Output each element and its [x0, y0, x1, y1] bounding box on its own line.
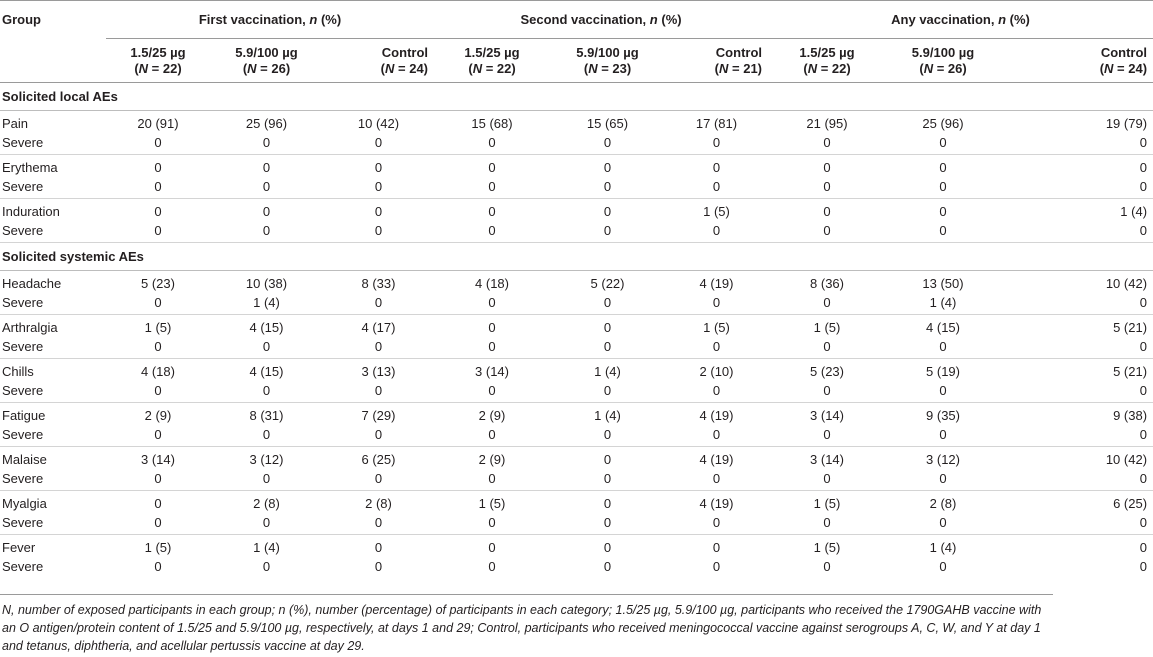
table-cell: 3 (14) [810, 408, 844, 423]
table-cell: 7 (29) [361, 408, 396, 423]
section-title: Solicited systemic AEs [0, 243, 1153, 271]
subcol-name: 5.9/100 µg [911, 44, 975, 60]
table-cell: 0 [154, 204, 162, 219]
table-cell: 0 [106, 515, 210, 535]
table-cell: 0 [823, 204, 831, 219]
table-cell: 0 [665, 515, 768, 535]
table-cell: 0 [323, 223, 434, 243]
subcol-n: (N = 22) [468, 60, 516, 76]
header-row-groups [0, 1, 1153, 39]
table-row-severe [0, 559, 1153, 578]
row-label: Fever [2, 540, 36, 555]
table-row [0, 447, 1153, 472]
row-label: Erythema [2, 160, 58, 175]
table-cell: 0 [106, 223, 210, 243]
table-cell: 0 [886, 179, 1000, 199]
table-row-severe [0, 295, 1153, 315]
table-cell: 0 [550, 295, 665, 315]
subcol-n: (N = 22) [803, 60, 851, 76]
subcol-header [1000, 39, 1153, 83]
table-cell: 25 (96) [245, 116, 288, 131]
table-row-severe [0, 135, 1153, 155]
table-cell: 4 (19) [699, 408, 734, 423]
table-cell: 0 [886, 339, 1000, 359]
row-label: Pain [2, 116, 29, 131]
table-cell: 0 [886, 383, 1000, 403]
table-bottom-rule [0, 594, 1053, 595]
table-cell: 0 [323, 135, 434, 155]
table-cell: 0 [603, 160, 612, 175]
table-cell: 0 [374, 204, 383, 219]
table-cell: 0 [603, 559, 612, 574]
table-cell: 0 [323, 383, 434, 403]
table-cell: 0 [106, 471, 210, 491]
subcol-name: Control [1100, 44, 1148, 60]
table-cell: 0 [106, 383, 210, 403]
span-header-any: Any vaccination, n (%) [768, 1, 1153, 39]
table-cell: 0 [434, 179, 550, 199]
subcol-header [106, 39, 210, 83]
table-cell: 0 [1139, 160, 1148, 175]
table-cell: 0 [323, 471, 434, 491]
table-cell: 1 (5) [478, 496, 506, 511]
table-cell: 3 (14) [141, 452, 175, 467]
table-cell: 0 [1139, 540, 1148, 555]
table-cell: 0 [106, 295, 210, 315]
subcol-header [886, 39, 1000, 83]
table-cell: 0 [210, 515, 323, 535]
table-cell: 0 [550, 179, 665, 199]
table-cell: 0 [323, 179, 434, 199]
table-cell: 0 [106, 427, 210, 447]
table-cell: 0 [712, 559, 721, 574]
table-cell: 0 [262, 204, 271, 219]
table-row-severe [0, 383, 1153, 403]
table-cell: 4 (15) [249, 364, 284, 379]
table-cell: 10 (38) [245, 276, 288, 291]
table-cell: 0 [434, 339, 550, 359]
table-cell: 1 (5) [144, 540, 172, 555]
table-cell: 2 (8) [929, 496, 957, 511]
table-cell: 10 (42) [357, 116, 400, 131]
table-cell: 0 [768, 383, 886, 403]
row-label-severe: Severe [0, 179, 106, 199]
subcol-n: (N = 24) [380, 60, 429, 76]
table-cell: 5 (19) [926, 364, 960, 379]
table-cell: 1 (5) [813, 496, 841, 511]
table-cell: 0 [550, 135, 665, 155]
table-cell: 0 [665, 295, 768, 315]
table-cell: 0 [550, 471, 665, 491]
subcol-n: (N = 22) [134, 60, 182, 76]
table-cell: 0 [768, 471, 886, 491]
table-cell: 0 [488, 540, 496, 555]
subcol-header [434, 39, 550, 83]
table-cell: 5 (23) [810, 364, 844, 379]
table-row [0, 491, 1153, 516]
row-label-severe: Severe [0, 383, 106, 403]
table-cell: 0 [1000, 223, 1153, 243]
table-cell: 8 (31) [249, 408, 284, 423]
table-cell: 4 (19) [699, 276, 734, 291]
table-cell: 0 [210, 223, 323, 243]
section-header-row [0, 243, 1153, 271]
table-cell: 0 [1000, 471, 1153, 491]
table-cell: 0 [712, 160, 721, 175]
table-cell: 4 (19) [699, 496, 734, 511]
table-cell: 0 [210, 471, 323, 491]
table-row [0, 111, 1153, 136]
table-cell: 0 [886, 223, 1000, 243]
table-cell: 13 (50) [922, 276, 964, 291]
table-cell: 0 [434, 295, 550, 315]
table-cell: 0 [886, 427, 1000, 447]
table-cell: 1 (4) [1120, 204, 1148, 219]
group-header-blank [0, 39, 106, 83]
table-cell: 6 (25) [1113, 496, 1148, 511]
table-cell: 0 [550, 339, 665, 359]
table-cell: 25 (96) [922, 116, 964, 131]
table-cell: 0 [603, 452, 612, 467]
table-cell: 0 [768, 339, 886, 359]
span-header-first: First vaccination, n (%) [106, 1, 434, 39]
table-row-severe [0, 515, 1153, 535]
table-cell: 1 (4) [594, 408, 621, 423]
table-cell: 4 (18) [141, 364, 175, 379]
table-cell: 0 [488, 204, 496, 219]
table-cell: 0 [886, 135, 1000, 155]
subcol-name: Control [381, 44, 429, 60]
table-cell: 0 [768, 179, 886, 199]
table-cell: 0 [374, 559, 383, 574]
row-label-severe: Severe [0, 223, 106, 243]
table-cell: 19 (79) [1105, 116, 1148, 131]
row-label: Malaise [2, 452, 47, 467]
table-cell: 1 (4) [886, 295, 1000, 315]
table-cell: 0 [154, 496, 162, 511]
table-cell: 2 (9) [144, 408, 172, 423]
row-label: Myalgia [2, 496, 47, 511]
table-cell: 0 [1000, 179, 1153, 199]
table-cell: 0 [106, 179, 210, 199]
table-cell: 0 [939, 204, 947, 219]
subcol-name: 1.5/25 µg [464, 44, 520, 60]
table-cell: 0 [768, 515, 886, 535]
table-cell: 8 (33) [361, 276, 396, 291]
table-cell: 0 [939, 559, 947, 574]
subcol-header [665, 39, 768, 83]
table-cell: 9 (38) [1113, 408, 1148, 423]
table-cell: 5 (23) [141, 276, 175, 291]
table-cell: 0 [262, 160, 271, 175]
table-cell: 0 [1000, 135, 1153, 155]
table-cell: 0 [768, 135, 886, 155]
table-cell: 0 [106, 339, 210, 359]
subcol-n: (N = 23) [583, 60, 632, 76]
table-row [0, 199, 1153, 224]
table-cell: 1 (4) [594, 364, 621, 379]
table-cell: 20 (91) [137, 116, 179, 131]
table-cell: 17 (81) [695, 116, 738, 131]
table-cell: 1 (5) [144, 320, 172, 335]
table-cell: 0 [210, 179, 323, 199]
table-cell: 2 (8) [365, 496, 392, 511]
table-cell: 0 [550, 223, 665, 243]
table-cell: 2 (9) [478, 408, 506, 423]
table-cell: 0 [768, 223, 886, 243]
subcol-n: (N = 21) [714, 60, 763, 76]
subcol-name: 1.5/25 µg [799, 44, 855, 60]
table-body [0, 83, 1153, 579]
subcol-header [210, 39, 323, 83]
group-header: Group [0, 1, 106, 39]
table-cell: 0 [1000, 427, 1153, 447]
table-cell: 0 [550, 427, 665, 447]
subcol-name: 5.9/100 µg [235, 44, 298, 60]
row-label: Chills [2, 364, 34, 379]
row-label-severe: Severe [0, 135, 106, 155]
table-cell: 0 [323, 339, 434, 359]
table-cell: 0 [434, 135, 550, 155]
table-cell: 0 [665, 223, 768, 243]
table-cell: 2 (8) [253, 496, 280, 511]
table-cell: 15 (68) [471, 116, 513, 131]
table-cell: 0 [210, 427, 323, 447]
subcol-header [323, 39, 434, 83]
table-row [0, 315, 1153, 340]
table-cell: 6 (25) [361, 452, 396, 467]
section-header-row [0, 83, 1153, 111]
table-cell: 0 [434, 515, 550, 535]
table-cell: 0 [1000, 383, 1153, 403]
table-cell: 1 (5) [703, 320, 730, 335]
table-cell: 0 [323, 427, 434, 447]
table-cell: 0 [374, 160, 383, 175]
table-cell: 21 (95) [806, 116, 848, 131]
table-cell: 3 (14) [810, 452, 844, 467]
table-row [0, 271, 1153, 296]
table-cell: 0 [665, 427, 768, 447]
table-row [0, 359, 1153, 384]
table-cell: 0 [665, 135, 768, 155]
table-cell: 0 [886, 515, 1000, 535]
row-label: Headache [2, 276, 62, 291]
table-cell: 0 [603, 204, 612, 219]
table-cell: 1 (5) [813, 540, 841, 555]
table-cell: 5 (21) [1113, 320, 1148, 335]
table-cell: 0 [434, 471, 550, 491]
table-cell: 0 [550, 383, 665, 403]
table-cell: 0 [768, 295, 886, 315]
table-cell: 0 [603, 320, 612, 335]
table-cell: 0 [712, 540, 721, 555]
table-cell: 0 [665, 339, 768, 359]
table-cell: 0 [550, 515, 665, 535]
table-cell: 2 (9) [478, 452, 506, 467]
table-cell: 0 [823, 559, 831, 574]
table-cell: 3 (14) [475, 364, 509, 379]
table-cell: 10 (42) [1105, 276, 1148, 291]
subcol-n: (N = 24) [1099, 60, 1148, 76]
table-cell: 0 [1000, 515, 1153, 535]
table-row [0, 403, 1153, 428]
table-cell: 4 (15) [249, 320, 284, 335]
table-cell: 2 (10) [699, 364, 734, 379]
table-cell: 1 (4) [210, 295, 323, 315]
table-cell: 0 [210, 383, 323, 403]
table-cell: 0 [434, 427, 550, 447]
row-label-severe: Severe [0, 515, 106, 535]
table-cell: 8 (36) [810, 276, 844, 291]
table-row [0, 155, 1153, 180]
section-title: Solicited local AEs [0, 83, 1153, 111]
row-label-severe: Severe [0, 295, 106, 315]
table-cell: 0 [154, 160, 162, 175]
table-cell: 0 [210, 135, 323, 155]
table-cell: 0 [603, 496, 612, 511]
table-cell: 5 (22) [590, 276, 625, 291]
table-cell: 0 [823, 160, 831, 175]
row-label: Fatigue [2, 408, 46, 423]
table-cell: 4 (18) [475, 276, 509, 291]
table-cell: 5 (21) [1113, 364, 1148, 379]
table-row-severe [0, 179, 1153, 199]
table-cell: 1 (4) [253, 540, 280, 555]
table-cell: 0 [154, 559, 162, 574]
table-cell: 0 [323, 295, 434, 315]
row-label-severe: Severe [0, 471, 106, 491]
table-cell: 0 [488, 320, 496, 335]
table-cell: 0 [1139, 559, 1148, 574]
table-row-severe [0, 223, 1153, 243]
table-cell: 0 [665, 471, 768, 491]
row-label: Arthralgia [2, 320, 58, 335]
table-cell: 1 (5) [813, 320, 841, 335]
table-cell: 4 (19) [699, 452, 734, 467]
subcol-header [550, 39, 665, 83]
table-cell: 0 [488, 160, 496, 175]
table-cell: 0 [323, 515, 434, 535]
row-label-severe: Severe [0, 427, 106, 447]
table-row-severe [0, 471, 1153, 491]
table-cell: 0 [374, 540, 383, 555]
table-cell: 0 [210, 339, 323, 359]
subcol-n: (N = 26) [919, 60, 967, 76]
table-cell: 3 (12) [926, 452, 960, 467]
table-cell: 3 (12) [249, 452, 284, 467]
table-cell: 0 [603, 540, 612, 555]
table-cell: 3 (13) [361, 364, 396, 379]
table-cell: 0 [262, 559, 271, 574]
row-label: Induration [2, 204, 60, 219]
table-footnote: N, number of exposed participants in each group; n (%), number (percentage) of participants in each category; 1.5/25 µg, 5.9/100 µg, participants who received the 1790GAHB vaccine with an O antigen/protein content of 1.5/25 and 5.9/100 µg, respectively, at days 1 and 29; Control, participants who received meningococcal vaccine against serogroups A, C, W, and Y at day 1 and tetanus, diphtheria, and acellular pertussis vaccine at day 29. [2, 603, 1042, 653]
table-cell: 0 [106, 135, 210, 155]
table-cell: 0 [665, 179, 768, 199]
table-row-severe [0, 427, 1153, 447]
table-cell: 0 [434, 383, 550, 403]
table-cell: 4 (15) [926, 320, 960, 335]
table-cell: 0 [939, 160, 947, 175]
subcol-name: 5.9/100 µg [576, 44, 639, 60]
table-cell: 0 [886, 471, 1000, 491]
table-cell: 0 [434, 223, 550, 243]
subcol-header [768, 39, 886, 83]
subcol-name: 1.5/25 µg [130, 44, 186, 60]
row-label-severe: Severe [2, 559, 44, 574]
table-cell: 4 (17) [361, 320, 396, 335]
table-cell: 0 [488, 559, 496, 574]
subcol-n: (N = 26) [242, 60, 291, 76]
span-header-second: Second vaccination, n (%) [434, 1, 768, 39]
table-cell: 10 (42) [1105, 452, 1148, 467]
table-cell: 1 (4) [929, 540, 957, 555]
table-cell: 9 (35) [926, 408, 960, 423]
table-cell: 0 [1000, 295, 1153, 315]
row-label-severe: Severe [0, 339, 106, 359]
table-cell: 0 [665, 383, 768, 403]
table-row [0, 535, 1153, 560]
table-cell: 1 (5) [703, 204, 730, 219]
table-row-severe [0, 339, 1153, 359]
subcol-name: Control [715, 44, 763, 60]
table-cell: 15 (65) [586, 116, 629, 131]
header-row-subcolumns [0, 39, 1153, 83]
table-cell: 0 [768, 427, 886, 447]
table-cell: 0 [1000, 339, 1153, 359]
